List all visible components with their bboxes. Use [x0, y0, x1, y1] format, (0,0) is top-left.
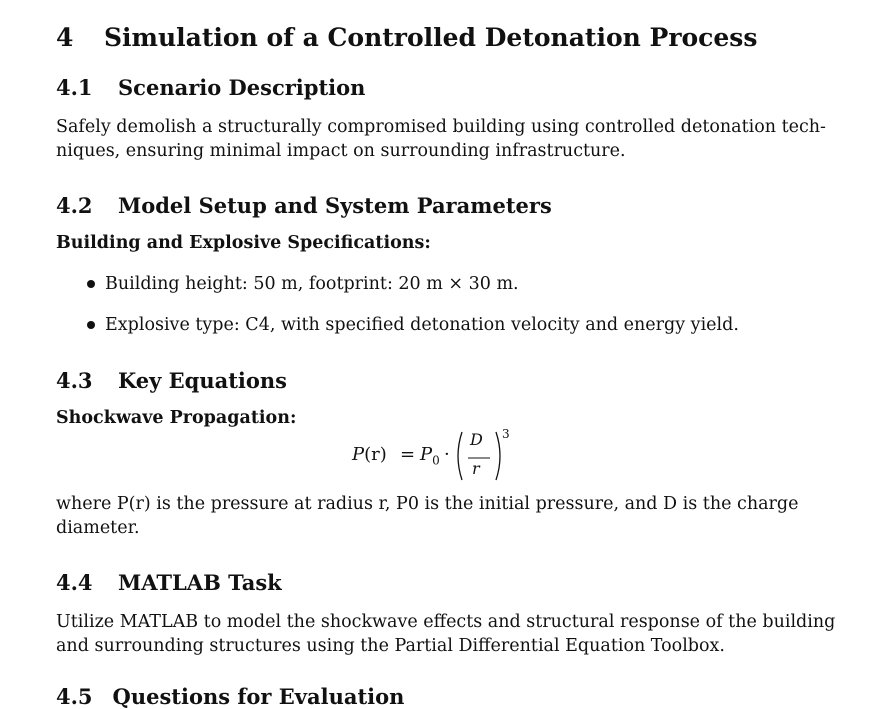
fraction-numerator: D: [470, 430, 483, 449]
specifications-label: Building and Explosive Specifications:: [56, 233, 431, 253]
equation-explanation-line-1: where P(r) is the pressure at radius r, P0 is the initial pressure, and D is the charge: [56, 494, 799, 514]
subsection-4-5-heading-clipped: [56, 684, 476, 709]
subsection-number-4-5: 4.5: [56, 684, 93, 709]
equation-equals: =: [400, 444, 416, 465]
right-paren: [496, 432, 500, 480]
equation-rhs-sub: 0: [432, 453, 440, 468]
subsection-title-4-5: Questions for Evaluation: [112, 684, 405, 709]
equation-exponent: 3: [502, 427, 510, 441]
bullet-dot: [87, 321, 95, 329]
subsection-number-4-1: 4.1: [56, 75, 93, 100]
equation-rhs-p: P: [420, 444, 433, 465]
scenario-paragraph-line-2: niques, ensuring minimal impact on surrounding infrastructure.: [56, 141, 626, 161]
subsection-title-4-1: Scenario Description: [118, 75, 366, 100]
bullet-explosive-type: Explosive type: C4, with specified detonation velocity and energy yield.: [105, 315, 739, 335]
equation-dot: ·: [444, 444, 450, 465]
section-number: 4: [56, 23, 74, 52]
equation-lhs-p: P: [352, 444, 365, 465]
bullet-building-height: Building height: 50 m, footprint: 20 m × 30 m.: [105, 274, 519, 294]
subsection-number-4-3: 4.3: [56, 368, 93, 393]
subsection-title-4-2: Model Setup and System Parameters: [118, 193, 552, 218]
equation-rhs-p0: [420, 446, 440, 467]
subsection-title-4-3: Key Equations: [118, 368, 288, 393]
subsection-number-4-4: 4.4: [56, 570, 93, 595]
shockwave-equation: [352, 446, 387, 464]
shockwave-label: Shockwave Propagation:: [56, 408, 297, 428]
subsection-title-4-4: MATLAB Task: [118, 570, 282, 595]
fraction-denominator: r: [472, 459, 480, 478]
matlab-paragraph-line-2: and surrounding structures using the Partial Differential Equation Toolbox.: [56, 636, 725, 656]
bullet-dot: [87, 280, 95, 288]
equation-explanation-line-2: diameter.: [56, 518, 140, 538]
left-paren: [458, 432, 462, 480]
subsection-number-4-2: 4.2: [56, 193, 93, 218]
matlab-paragraph-line-1: Utilize MATLAB to model the shockwave effects and structural response of the building: [56, 612, 836, 632]
scenario-paragraph-line-1: Safely demolish a structurally compromised building using controlled detonation tech-: [56, 117, 826, 137]
equation-lhs-arg: (r): [364, 444, 387, 465]
section-title: Simulation of a Controlled Detonation Process: [104, 23, 758, 52]
